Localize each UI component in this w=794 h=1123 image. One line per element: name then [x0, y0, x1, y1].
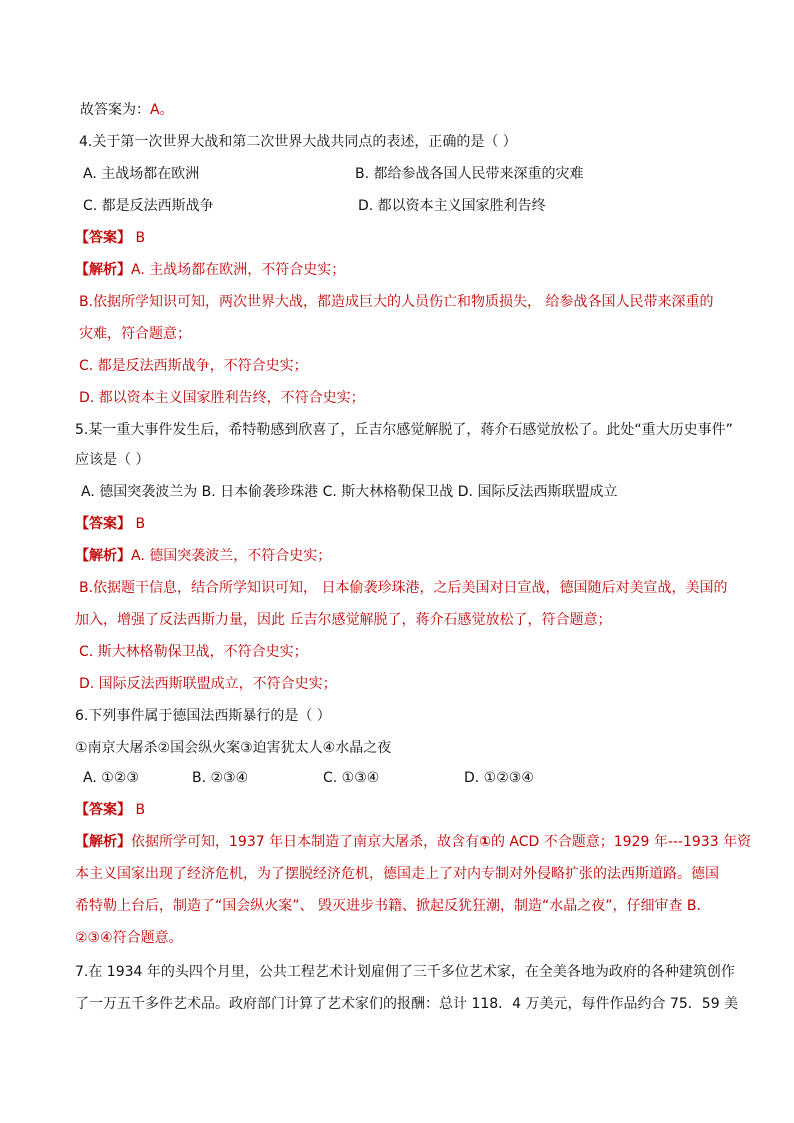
q6-analysis-part-d: 的 ACD 不合题意；: [490, 834, 614, 850]
q4-stem: 4.关于第一次世界大战和第二次世界大战共同点的表述，正确的是（ ）: [79, 134, 517, 150]
q6-option-b: B. ②③④: [192, 770, 249, 786]
q4-option-a: A. 主战场都在欧洲: [83, 166, 200, 182]
q4-analysis-line-3: 灾难，符合题意；: [79, 326, 191, 342]
q6-analysis-line-2: 本主义国家出现了经济危机，为了摆脱经济危机，德国走上了对内专制对外侵略扩张的法西斯道路。德国: [75, 866, 719, 882]
q6-option-d: D. ①②③④: [464, 770, 534, 786]
q5-analysis-line-1: [75, 546, 331, 566]
q4-analysis-text: A. 主战场都在欧洲，不符合史实；: [131, 262, 346, 278]
q4-analysis-line-1: [75, 260, 345, 280]
q5-analysis-tag: 【解析】: [75, 548, 131, 564]
q6-analysis-part-a: 依据所学可知，: [131, 834, 229, 850]
q6-option-c: C. ①③④: [323, 770, 380, 786]
q6-analysis-tag: 【解析】: [75, 834, 131, 850]
q5-analysis-line-4: C. 斯大林格勒保卫战，不符合史实；: [79, 644, 308, 660]
q4-option-c: C. 都是反法西斯战争: [83, 198, 214, 214]
q5-analysis-text: A. 德国突袭波兰，不符合史实；: [131, 548, 332, 564]
q6-option-a: A. ①②③: [83, 770, 139, 786]
prev-conclusion-value: A。: [150, 102, 174, 118]
q6-analysis-part-c: ①: [479, 834, 491, 850]
q4-analysis-tag: 【解析】: [75, 262, 131, 278]
q5-stem-line-1: 5.某一重大事件发生后，希特勒感到欣喜了，丘吉尔感觉解脱了，蒋介石感觉放松了。此处“重大历史事件”: [75, 422, 733, 438]
q4-option-b: B. 都给参战各国人民带来深重的灾难: [355, 166, 584, 182]
q4-analysis-line-5: D. 都以资本主义国家胜利告终，不符合史实；: [79, 390, 365, 406]
q4-answer-value: B: [135, 230, 146, 246]
q4-option-d: D. 都以资本主义国家胜利告终: [358, 198, 546, 214]
q6-analysis-line-4: ②③④符合题意。: [75, 930, 183, 946]
q4-analysis-line-2: B.依据所学知识可知，两次世界大战，都造成巨大的人员伤亡和物质损失， 给参战各国人民带来深重的: [79, 294, 714, 310]
q4-answer-tag: 【答案】: [75, 230, 131, 246]
prev-answer-line: [80, 100, 174, 120]
prev-conclusion-label: 故答案为：: [80, 102, 150, 118]
q4-analysis-line-4: C. 都是反法西斯战争，不符合史实；: [79, 358, 308, 374]
q5-answer: [75, 514, 145, 534]
q5-analysis-line-5: D. 国际反法西斯联盟成立，不符合史实；: [79, 676, 337, 692]
q7-stem-line-1: 7.在 1934 年的头四个月里，公共工程艺术计划雇佣了三千多位艺术家，在全美各地为政府的各种建筑创作: [75, 964, 735, 980]
q5-analysis-line-3: 加入，增强了反法西斯力量，因此 丘吉尔感觉解脱了，蒋介石感觉放松了，符合题意；: [75, 612, 612, 628]
q6-answer: [75, 800, 145, 820]
q5-options: A. 德国突袭波兰为 B. 日本偷袭珍珠港 C. 斯大林格勒保卫战 D. 国际反法西斯联盟成立: [81, 484, 618, 500]
q6-stem: 6.下列事件属于德国法西斯暴行的是（ ）: [75, 708, 331, 724]
q5-stem-line-2: 应该是（ ）: [75, 452, 150, 468]
q6-analysis-part-b: 1937 年日本制造了南京大屠杀，故含有: [229, 834, 480, 850]
q6-answer-value: B: [135, 802, 146, 818]
q6-analysis-line-3: 希特勒上台后，制造了“国会纵火案”、 毁灭进步书籍、掀起反犹狂潮，制造“水晶之夜”，仔细审查 B.: [75, 898, 701, 914]
q6-analysis-part-e: 1929 年---1933 年资: [613, 834, 752, 850]
q5-analysis-line-2: B.依据题干信息，结合所学知识可知， 日本偷袭珍珠港，之后美国对日宣战，德国随后对美宣战，美国的: [79, 580, 728, 596]
q5-answer-tag: 【答案】: [75, 516, 131, 532]
q5-answer-value: B: [135, 516, 146, 532]
q4-answer: [75, 228, 145, 248]
q6-answer-tag: 【答案】: [75, 802, 131, 818]
q6-analysis-line-1: [75, 832, 751, 852]
q7-stem-line-2: 了一万五千多件艺术品。政府部门计算了艺术家们的报酬：总计 118．4 万美元，每件作品约合 75．59 美: [75, 996, 739, 1012]
q6-items: ①南京大屠杀②国会纵火案③迫害犹太人④水晶之夜: [75, 740, 392, 756]
